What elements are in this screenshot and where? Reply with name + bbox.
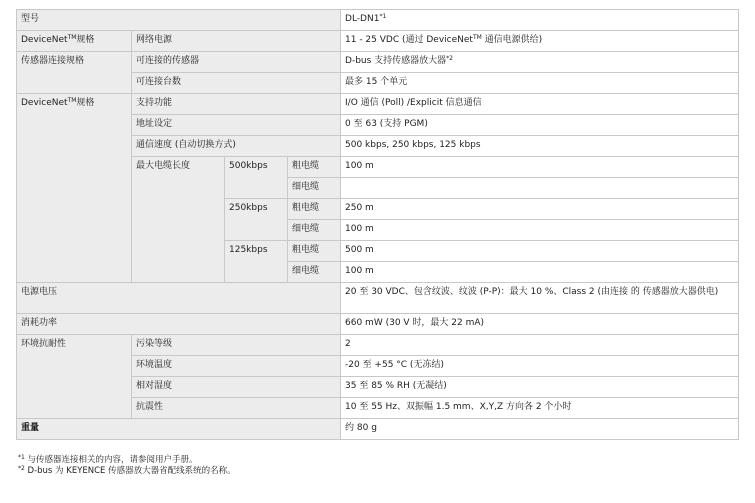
humidity-label: 相对湿度	[132, 377, 341, 398]
model-value: DL-DN1$^{*1}$	[341, 10, 739, 31]
thin-cable-label: 细电缆	[288, 178, 341, 199]
address-value: 0 至 63 (支持 PGM)	[341, 115, 739, 136]
environment-label: 环境抗耐性	[17, 335, 132, 419]
address-label: 地址设定	[132, 115, 341, 136]
connectable-sensor-label: 可连接的传感器	[132, 52, 341, 73]
vibration-label: 抗震性	[132, 398, 341, 419]
rate-250: 250kbps	[225, 199, 288, 241]
cable-125-thick-value: 500 m	[341, 241, 739, 262]
footnotes	[18, 455, 236, 477]
vibration-value: 10 至 55 Hz、双振幅 1.5 mm、X,Y,Z 方向各 2 个小时	[341, 398, 739, 419]
connectable-sensor-value: D-bus 支持传感器放大器$^{*2}$	[341, 52, 739, 73]
humidity-value: 35 至 85 % RH (无凝结)	[341, 377, 739, 398]
sensor-connection-label: 传感器连接规格	[17, 52, 132, 94]
function-label: 支持功能	[132, 94, 341, 115]
rate-125: 125kbps	[225, 241, 288, 283]
devicenet-spec-label-2: DeviceNet™规格	[17, 94, 132, 283]
row-network-power	[17, 31, 739, 52]
row-voltage	[17, 283, 739, 314]
thin-cable-label: 细电缆	[288, 220, 341, 241]
cable-500-thin-value	[341, 178, 739, 199]
footnote-1: $^{*1}$ 与传感器连接相关的内容，请参阅用户手册。	[18, 454, 198, 465]
row-connectable-sensor	[17, 52, 739, 73]
devicenet-spec-label: DeviceNet™规格	[17, 31, 132, 52]
temperature-label: 环境温度	[132, 356, 341, 377]
thick-cable-label: 粗电缆	[288, 157, 341, 178]
thick-cable-label: 粗电缆	[288, 241, 341, 262]
weight-label: 重量	[17, 419, 341, 440]
pollution-label: 污染等级	[132, 335, 341, 356]
row-weight	[17, 419, 739, 440]
rate-500: 500kbps	[225, 157, 288, 199]
temperature-value: -20 至 +55 °C (无冻结)	[341, 356, 739, 377]
connectable-count-value: 最多 15 个单元	[341, 73, 739, 94]
cable-250-thick-value: 250 m	[341, 199, 739, 220]
cable-500-thick-value: 100 m	[341, 157, 739, 178]
voltage-label: 电源电压	[17, 283, 341, 314]
row-consumption	[17, 314, 739, 335]
cable-250-thin-value: 100 m	[341, 220, 739, 241]
connectable-count-label: 可连接台数	[132, 73, 341, 94]
row-model	[17, 10, 739, 31]
footnote-2: $^{*2}$ D-bus 为 KEYENCE 传感器放大器省配线系统的名称。	[18, 465, 236, 476]
speed-value: 500 kbps, 250 kbps, 125 kbps	[341, 136, 739, 157]
thin-cable-label: 细电缆	[288, 262, 341, 283]
speed-label: 通信速度 (自动切换方式)	[132, 136, 341, 157]
cable-125-thin-value: 100 m	[341, 262, 739, 283]
consumption-value: 660 mW (30 V 时，最大 22 mA)	[341, 314, 739, 335]
row-function	[17, 94, 739, 115]
row-pollution	[17, 335, 739, 356]
pollution-value: 2	[341, 335, 739, 356]
function-value: I/O 通信 (Poll) /Explicit 信息通信	[341, 94, 739, 115]
consumption-label: 消耗功率	[17, 314, 341, 335]
network-power-label: 网络电源	[132, 31, 341, 52]
weight-value: 约 80 g	[341, 419, 739, 440]
voltage-value: 20 至 30 VDC、包含纹波、纹波 (P-P)：最大 10 %、Class 2 (由连接 的 传感器放大器供电)	[341, 283, 739, 314]
thick-cable-label: 粗电缆	[288, 199, 341, 220]
network-power-value: 11 - 25 VDC (通过 DeviceNet™ 通信电源供给)	[341, 31, 739, 52]
spec-table	[16, 9, 739, 440]
model-label: 型号	[17, 10, 341, 31]
cable-length-label: 最大电缆长度	[132, 157, 225, 283]
